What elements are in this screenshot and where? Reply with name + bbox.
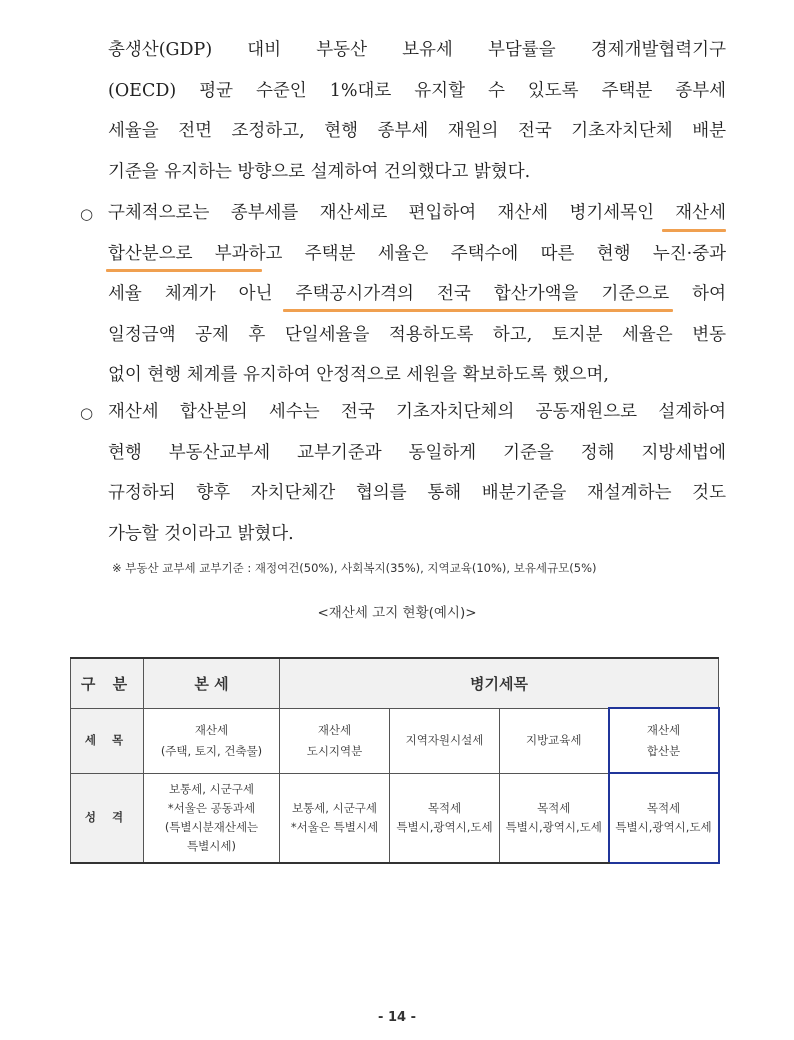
highlight-underline bbox=[662, 229, 726, 232]
header-category: 구 분 bbox=[71, 658, 144, 708]
cell-text: 보통세, 시군구세 bbox=[168, 781, 255, 796]
highlight-underline bbox=[283, 309, 673, 312]
text-line: 합산분으로 부과하고 주택분 세율은 주택수에 따른 현행 누진·중과 bbox=[108, 243, 726, 264]
cell-main-tax-item bbox=[144, 708, 280, 773]
text-line: 총생산(GDP) 대비 부동산 보유세 부담률을 경제개발협력기구 bbox=[108, 40, 726, 60]
cell-text: 재산세 bbox=[646, 722, 681, 737]
text-line: 구체적으로는 종부세를 재산세로 편입하여 재산세 병기세목인 재산세 bbox=[108, 203, 726, 223]
text-line: 일정금액 공제 후 단일세율을 적용하도록 하고, 토지분 세율은 변동 bbox=[108, 324, 726, 345]
cell-text: 목적세 bbox=[646, 801, 681, 815]
cell-sub3-tax-item bbox=[500, 708, 609, 773]
row-label-nature: 성 격 bbox=[71, 773, 144, 863]
paragraph-1 bbox=[108, 30, 726, 192]
text-line: (OECD) 평균 수준인 1%대로 유지할 수 있도록 주택분 종부세 bbox=[108, 80, 726, 101]
cell-text: *서울은 특별시세 bbox=[290, 819, 379, 834]
text-line: 세율을 전면 조정하고, 현행 종부세 재원의 전국 기초자치단체 배분 bbox=[108, 121, 726, 142]
cell-text: (특별시분재산세는 bbox=[164, 819, 259, 834]
row-label-tax-item: 세 목 bbox=[71, 708, 144, 773]
text-line: 세율 체계가 아닌 주택공시가격의 전국 합산가액을 기준으로 하여 bbox=[108, 284, 726, 305]
text-line: 없이 현행 체계를 유지하여 안정적으로 세원을 확보하도록 했으며, bbox=[108, 365, 609, 386]
cell-text: 목적세 bbox=[427, 800, 462, 815]
tax-table bbox=[70, 657, 720, 864]
cell-text: 특별시,광역시,도세 bbox=[396, 819, 493, 834]
header-main-tax: 본 세 bbox=[144, 658, 280, 708]
cell-text: 지역자원시설세 bbox=[405, 733, 484, 747]
header-sub-taxes: 병기세목 bbox=[280, 658, 719, 708]
cell-sub4-nature-highlighted bbox=[609, 773, 719, 863]
cell-sub2-tax-item bbox=[390, 708, 500, 773]
text-line: 규정하되 향후 자치단체간 협의를 통해 배분기준을 재설계하는 것도 bbox=[108, 483, 726, 504]
cell-sub1-nature bbox=[280, 773, 390, 863]
paragraph-3 bbox=[108, 392, 726, 554]
cell-text: 보통세, 시군구세 bbox=[291, 800, 378, 815]
cell-sub3-nature bbox=[500, 773, 609, 863]
cell-sub2-nature bbox=[390, 773, 500, 863]
paragraph-2 bbox=[108, 193, 726, 396]
circle-bullet-icon: ○ bbox=[80, 404, 94, 422]
highlight-underline bbox=[106, 269, 262, 272]
cell-sub1-tax-item bbox=[280, 708, 390, 773]
footnote: ※ 부동산 교부세 교부기준 : 재정여건(50%), 사회복지(35%), 지역교육(10%), 보유세규모(5%) bbox=[112, 561, 597, 575]
text-line: 현행 부동산교부세 교부기준과 동일하게 기준을 정해 지방세법에 bbox=[108, 442, 726, 463]
cell-text: 목적세 bbox=[537, 800, 571, 815]
cell-text: 재산세 bbox=[194, 722, 229, 737]
text-line: 가능할 것이라고 밝혔다. bbox=[108, 523, 294, 544]
page-number: - 14 - bbox=[378, 1010, 416, 1025]
cell-text: (주택, 토지, 건축물) bbox=[160, 743, 263, 758]
cell-sub4-tax-item-highlighted bbox=[609, 708, 719, 773]
cell-text: 특별시세) bbox=[187, 838, 236, 853]
cell-text: 특별시,광역시,도세 bbox=[505, 819, 602, 834]
circle-bullet-icon: ○ bbox=[80, 205, 94, 223]
cell-text: 재산세 bbox=[317, 722, 352, 737]
cell-text: 도시지역분 bbox=[306, 743, 363, 758]
text-line: 기준을 유지하는 방향으로 설계하여 건의했다고 밝혔다. bbox=[108, 161, 531, 182]
cell-text: 특별시,광역시,도세 bbox=[615, 820, 712, 834]
cell-text: 합산분 bbox=[646, 743, 681, 758]
cell-text: *서울은 공동과세 bbox=[167, 800, 256, 815]
table-caption: <재산세 고지 현황(예시)> bbox=[317, 605, 477, 621]
text-line: 재산세 합산분의 세수는 전국 기초자치단체의 공동재원으로 설계하여 bbox=[108, 402, 726, 422]
cell-text: 지방교육세 bbox=[525, 733, 582, 747]
cell-main-nature bbox=[144, 773, 280, 863]
